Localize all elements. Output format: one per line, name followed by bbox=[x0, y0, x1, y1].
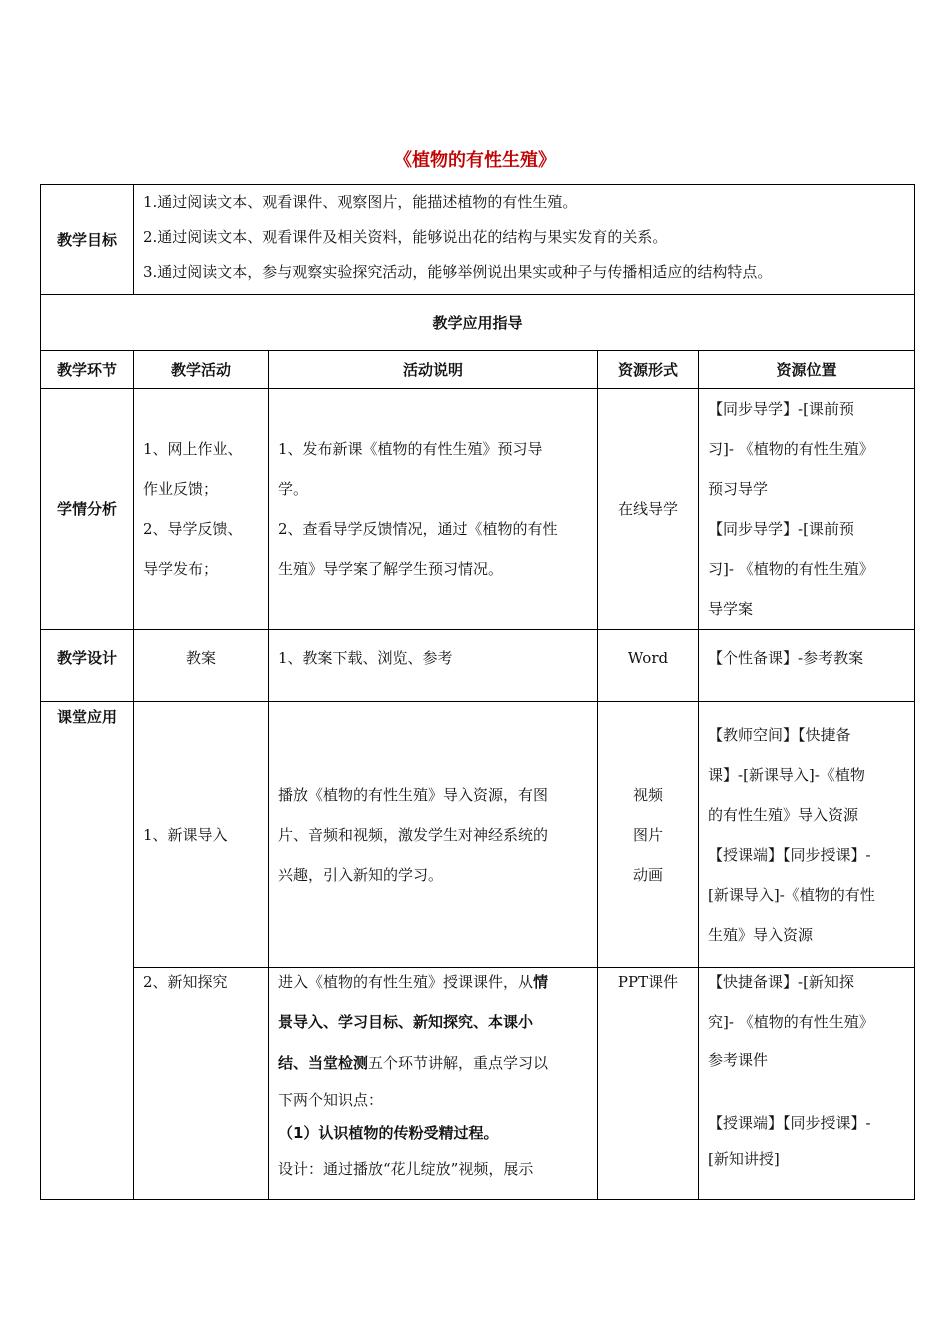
activity-cell: 1、新课导入 bbox=[134, 702, 269, 968]
activity-line: 1、网上作业、 bbox=[143, 440, 243, 458]
location-line: 习]- 《植物的有性生殖》 bbox=[708, 560, 874, 578]
activity-cell: 教案 bbox=[134, 630, 269, 702]
column-header-row bbox=[41, 351, 915, 389]
activity-line: 作业反馈； bbox=[143, 480, 219, 498]
desc-line bbox=[278, 968, 588, 996]
form-cell: PPT课件 bbox=[598, 968, 699, 1200]
location-line: 的有性生殖》导入资源 bbox=[708, 805, 859, 824]
stage-classroom: 课堂应用 bbox=[41, 702, 134, 1200]
activity-line: 导学发布； bbox=[143, 560, 219, 578]
location-line: 课】-[新课导入]-《植物 bbox=[708, 765, 865, 784]
form-cell: Word bbox=[598, 630, 699, 702]
location-line: 【同步导学】-[课前预 bbox=[708, 400, 854, 418]
desc-cell bbox=[269, 702, 598, 968]
location-line: 【教师空间】【快捷备 bbox=[708, 725, 851, 744]
location-line: 生殖》导入资源 bbox=[708, 925, 814, 944]
col-header-location: 资源位置 bbox=[699, 351, 915, 389]
goals-list bbox=[134, 185, 915, 295]
desc-line: 设计：通过播放“花儿绽放”视频，展示 bbox=[278, 1160, 534, 1178]
desc-line: 2、查看导学反馈情况，通过《植物的有性 bbox=[278, 520, 558, 538]
location-line: 预习导学 bbox=[708, 480, 769, 498]
desc-line: 片、音频和视频，激发学生对神经系统的 bbox=[278, 825, 549, 844]
table-row bbox=[41, 630, 915, 702]
form-cell: 在线导学 bbox=[598, 389, 699, 630]
guide-heading: 教学应用指导 bbox=[41, 295, 915, 351]
desc-line: 学。 bbox=[278, 480, 309, 498]
activity-cell bbox=[134, 389, 269, 630]
page-title: 《植物的有性生殖》 bbox=[394, 150, 556, 171]
table-row bbox=[41, 702, 915, 968]
location-line: 【同步导学】-[课前预 bbox=[708, 520, 854, 538]
desc-cell: 1、教案下载、浏览、参考 bbox=[269, 630, 598, 702]
desc-line: 1、发布新课《植物的有性生殖》预习导 bbox=[278, 440, 543, 458]
desc-text: 五个环节讲解，重点学习以 bbox=[368, 1054, 549, 1072]
goal-item: 1.通过阅读文本、观看课件、观察图片，能描述植物的有性生殖。 bbox=[143, 193, 578, 211]
desc-emphasis: 情 bbox=[533, 973, 549, 991]
form-line: 视频 bbox=[632, 785, 663, 804]
col-header-activity: 教学活动 bbox=[134, 351, 269, 389]
desc-text: 进入《植物的有性生殖》授课课件，从 bbox=[278, 973, 534, 991]
location-cell: 【个性备课】-参考教案 bbox=[699, 630, 915, 702]
knowledge-point-text: （1）认识植物的传粉受精过程。 bbox=[278, 1124, 499, 1142]
desc-line: 下两个知识点： bbox=[278, 1091, 384, 1109]
form-cell bbox=[598, 702, 699, 968]
lesson-table bbox=[40, 184, 915, 1200]
goal-item: 3.通过阅读文本，参与观察实验探究活动，能够举例说出果实或种子与传播相适应的结构特点。 bbox=[143, 263, 773, 281]
activity-cell: 2、新知探究 bbox=[134, 968, 269, 1200]
guide-heading-row bbox=[41, 295, 915, 351]
location-line: 【授课端】【同步授课】- bbox=[708, 1114, 871, 1132]
table-row bbox=[41, 968, 915, 1200]
location-cell bbox=[699, 968, 915, 1200]
location-line: 究]- 《植物的有性生殖》 bbox=[708, 1013, 874, 1031]
desc-line: 播放《植物的有性生殖》导入资源，有图 bbox=[278, 785, 549, 804]
location-line: 【快捷备课】-[新知探 bbox=[708, 973, 854, 991]
location-line: 参考课件 bbox=[708, 1051, 769, 1069]
desc-emphasis: 结、当堂检测 bbox=[278, 1054, 369, 1072]
col-header-stage: 教学环节 bbox=[41, 351, 134, 389]
stage-design: 教学设计 bbox=[41, 630, 134, 702]
location-line: 习]- 《植物的有性生殖》 bbox=[708, 440, 874, 458]
activity-line: 2、导学反馈、 bbox=[143, 520, 243, 538]
col-header-desc: 活动说明 bbox=[269, 351, 598, 389]
desc-emphasis: 景导入、学习目标、新知探究、本课小 bbox=[278, 1013, 534, 1031]
desc-line bbox=[278, 1002, 588, 1043]
goals-row bbox=[41, 185, 915, 295]
stage-analysis: 学情分析 bbox=[41, 389, 134, 630]
desc-line: 生殖》导学案了解学生预习情况。 bbox=[278, 560, 504, 578]
knowledge-point bbox=[278, 1116, 588, 1150]
desc-cell bbox=[269, 389, 598, 630]
table-row bbox=[41, 389, 915, 630]
goal-item: 2.通过阅读文本、观看课件及相关资料，能够说出花的结构与果实发育的关系。 bbox=[143, 228, 668, 246]
desc-cell bbox=[269, 968, 598, 1200]
location-line: 【授课端】【同步授课】- bbox=[708, 845, 871, 864]
form-line: 动画 bbox=[632, 865, 663, 884]
form-line: 图片 bbox=[632, 825, 663, 844]
goals-label: 教学目标 bbox=[41, 185, 134, 295]
col-header-form: 资源形式 bbox=[598, 351, 699, 389]
location-cell bbox=[699, 702, 915, 968]
desc-line: 兴趣，引入新知的学习。 bbox=[278, 865, 444, 884]
location-cell bbox=[699, 389, 915, 630]
location-line: [新知讲授] bbox=[708, 1150, 780, 1168]
desc-line bbox=[278, 1043, 588, 1084]
location-line: [新课导入]-《植物的有性 bbox=[708, 885, 875, 904]
location-line: 导学案 bbox=[708, 600, 754, 618]
